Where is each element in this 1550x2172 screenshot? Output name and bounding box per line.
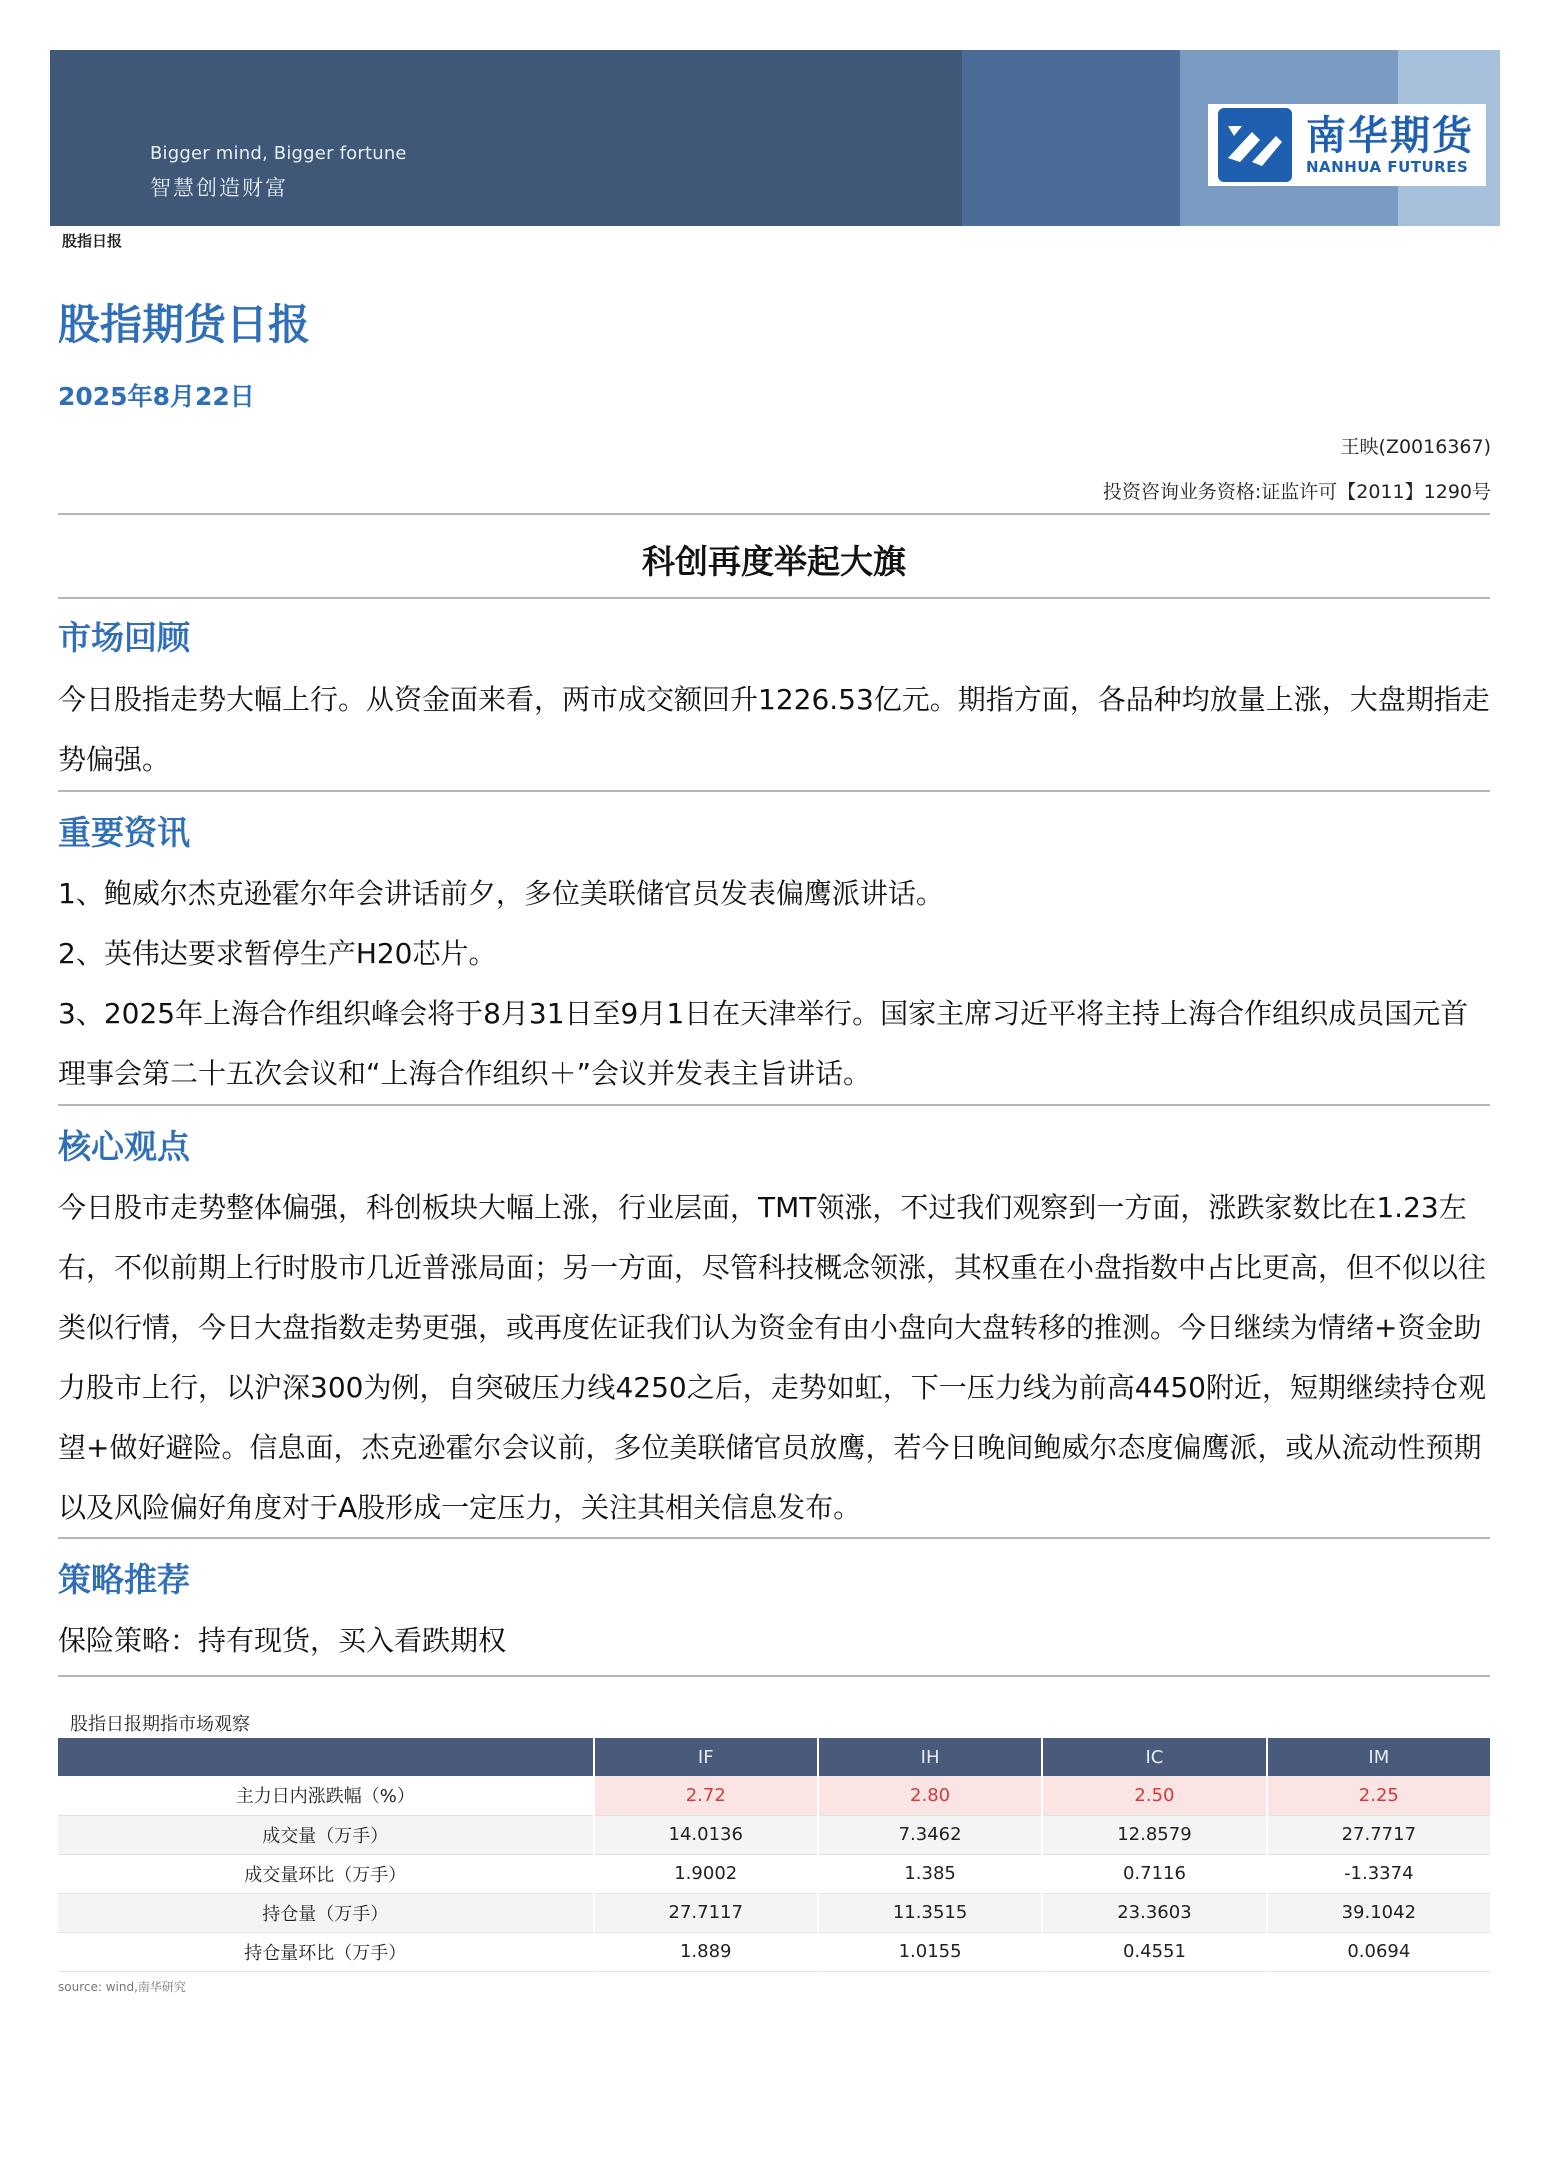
table-cell: 2.50: [1042, 1776, 1266, 1815]
table-cell: 1.0155: [818, 1932, 1042, 1971]
divider: [58, 1675, 1490, 1677]
banner-dark-panel: [50, 50, 962, 226]
column-header: IC: [1042, 1738, 1266, 1776]
row-label: 持仓量（万手）: [58, 1893, 594, 1932]
section-title-view: 核心观点: [58, 1127, 190, 1166]
table-cell: 23.3603: [1042, 1893, 1266, 1932]
section-title-strategy: 策略推荐: [58, 1560, 190, 1599]
divider: [58, 597, 1490, 599]
table-cell: 7.3462: [818, 1815, 1042, 1854]
license-info: 投资咨询业务资格:证监许可【2011】1290号: [1102, 481, 1491, 503]
divider: [58, 513, 1490, 515]
strategy-text: 保险策略：持有现货，买入看跌期权: [58, 1624, 507, 1657]
table-cell: 0.7116: [1042, 1854, 1266, 1893]
report-tag: 股指日报: [62, 232, 123, 250]
table-cell: 14.0136: [594, 1815, 818, 1854]
divider: [58, 790, 1490, 792]
logo-name-cn: 南华期货: [1306, 113, 1474, 159]
slogan-cn: 智慧创造财富: [150, 176, 288, 200]
table-row: [58, 1815, 1491, 1854]
table-row: [58, 1776, 1491, 1815]
logo-mark-icon: [1218, 108, 1292, 182]
column-header: [58, 1738, 594, 1776]
table-row: [58, 1893, 1491, 1932]
section-title-news: 重要资讯: [58, 813, 190, 852]
table-cell: 1.9002: [594, 1854, 818, 1893]
table-row: [58, 1854, 1491, 1893]
table-caption: 股指日报期指市场观察: [70, 1714, 250, 1735]
table-cell: 27.7117: [594, 1893, 818, 1932]
table-cell: -1.3374: [1267, 1854, 1491, 1893]
review-text: 今日股指走势大幅上行。从资金面来看，两市成交额回升1226.53亿元。期指方面，各品种均放量上涨，大盘期指走势偏强。: [58, 683, 1490, 776]
column-header: IH: [818, 1738, 1042, 1776]
divider: [58, 1104, 1490, 1106]
author: 王映(Z0016367): [1340, 436, 1491, 458]
slogan: [150, 143, 407, 202]
news-item: 3、2025年上海合作组织峰会将于8月31日至9月1日在天津举行。国家主席习近平将主持上海合作组织成员国元首理事会第二十五次会议和“上海合作组织＋”会议并发表主旨讲话。: [58, 997, 1469, 1090]
column-header: IM: [1267, 1738, 1491, 1776]
row-label: 成交量（万手）: [58, 1815, 594, 1854]
row-label: 主力日内涨跌幅（%）: [58, 1776, 594, 1815]
table-header-row: [58, 1738, 1491, 1776]
table-cell: 12.8579: [1042, 1815, 1266, 1854]
table-cell: 27.7717: [1267, 1815, 1491, 1854]
table-row: [58, 1932, 1491, 1971]
source-note: source: wind,南华研究: [58, 1980, 186, 1994]
banner-stripe: [962, 50, 1180, 226]
news-item: 2、英伟达要求暂停生产H20芯片。: [58, 937, 497, 970]
section-title-review: 市场回顾: [58, 618, 190, 657]
market-observation-table: [58, 1738, 1492, 1972]
table-cell: 0.4551: [1042, 1932, 1266, 1971]
logo-name-en: NANHUA FUTURES: [1306, 158, 1469, 176]
divider: [58, 1537, 1490, 1539]
row-label: 持仓量环比（万手）: [58, 1932, 594, 1971]
view-text: 今日股市走势整体偏强，科创板块大幅上涨，行业层面，TMT领涨，不过我们观察到一方面，涨跌家数比在1.23左右，不似前期上行时股市几近普涨局面；另一方面，尽管科技概念领涨，其权重在小盘指数中占比更高，但不似以往类似行情，今日大盘指数走势更强，或再度佐证我们认为资金有由小盘向大盘转移的推测。今日继续为情绪+资金助力股市上行，以沪深300为例，自突破压力线4250之后，走势如虹，下一压力线为前高4450附近，短期继续持仓观望+做好避险。信息面，杰克逊霍尔会议前，多位美联储官员放鹰，若今日晚间鲍威尔态度偏鹰派，或从流动性预期以及风险偏好角度对于A股形成一定压力，关注其相关信息发布。: [58, 1191, 1487, 1524]
news-item: 1、鲍威尔杰克逊霍尔年会讲话前夕，多位美联储官员发表偏鹰派讲话。: [58, 877, 944, 910]
table-cell: 2.80: [818, 1776, 1042, 1815]
table-cell: 2.72: [594, 1776, 818, 1815]
report-title: 股指期货日报: [58, 300, 311, 349]
report-date: 2025年8月22日: [58, 382, 255, 411]
column-header: IF: [594, 1738, 818, 1776]
slogan-en: Bigger mind, Bigger fortune: [150, 143, 407, 164]
table-cell: 11.3515: [818, 1893, 1042, 1932]
table-cell: 1.889: [594, 1932, 818, 1971]
table-cell: 39.1042: [1267, 1893, 1491, 1932]
logo-text: [1306, 114, 1474, 176]
headline: 科创再度举起大旗: [642, 542, 906, 581]
table-cell: 0.0694: [1267, 1932, 1491, 1971]
table-cell: 1.385: [818, 1854, 1042, 1893]
table-cell: 2.25: [1267, 1776, 1491, 1815]
header-banner: [50, 50, 1500, 226]
row-label: 成交量环比（万手）: [58, 1854, 594, 1893]
company-logo: [1208, 104, 1486, 186]
